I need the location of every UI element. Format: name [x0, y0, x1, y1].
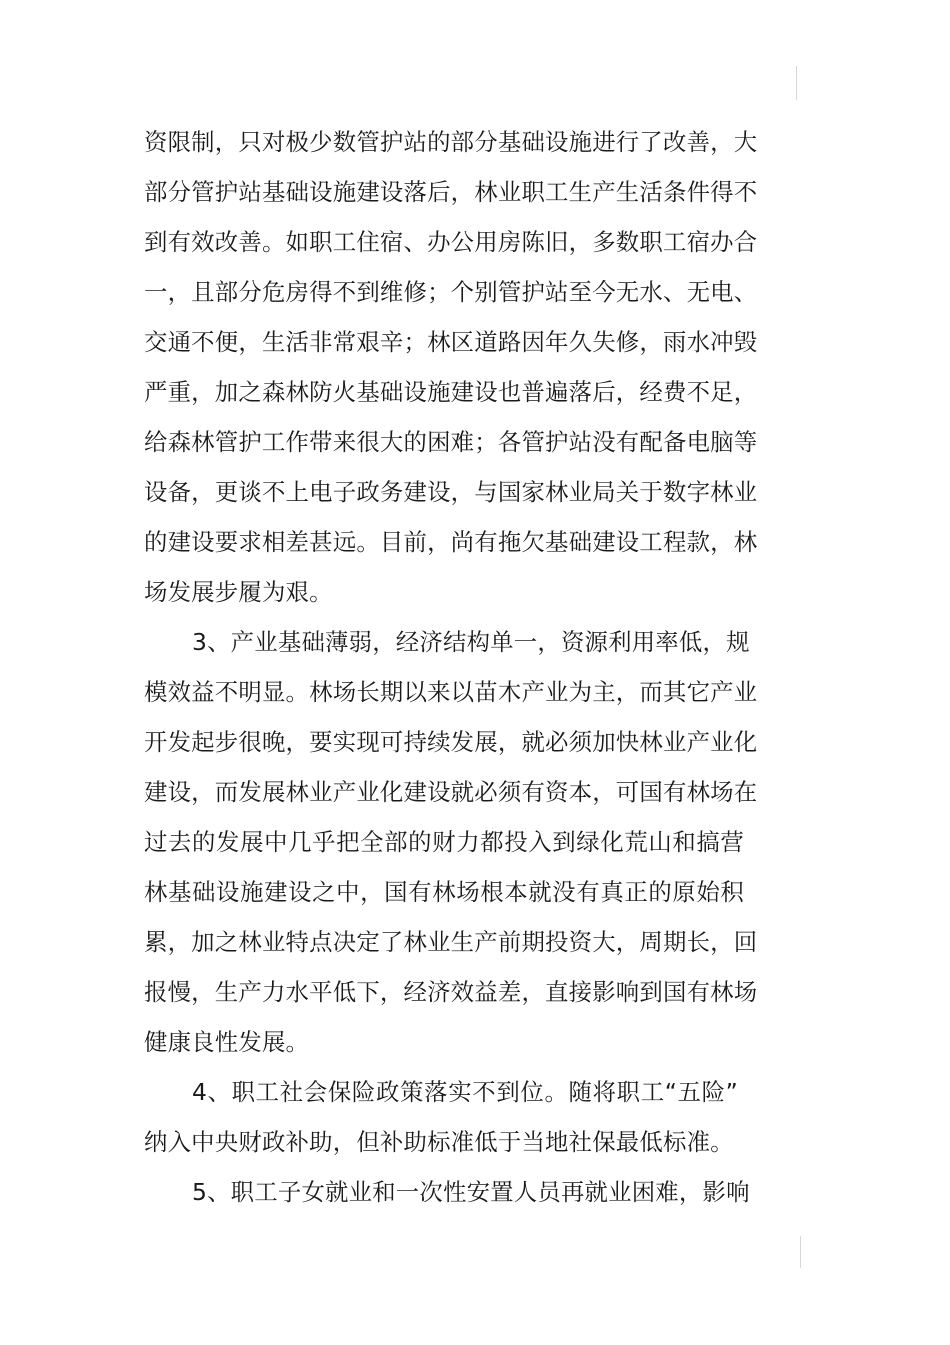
text-line: 给森林管护工作带来很大的困难；各管护站没有配备电脑等 — [144, 428, 758, 456]
paragraph-4-first-line: 4、职工社会保险政策落实不到位。随将职工“五险” — [192, 1078, 738, 1106]
text-line: 一，且部分危房得不到维修；个别管护站至今无水、无电、 — [144, 278, 758, 306]
text-line: 的建设要求相差甚远。目前，尚有拖欠基础建设工程款，林 — [144, 528, 758, 556]
text-line: 林基础设施建设之中，国有林场根本就没有真正的原始积 — [144, 878, 744, 906]
text-line: 交通不便，生活非常艰辛；林区道路因年久失修，雨水冲毁 — [144, 328, 758, 356]
text-line: 过去的发展中几乎把全部的财力都投入到绿化荒山和搞营 — [144, 828, 744, 856]
text-line: 部分管护站基础设施建设落后，林业职工生产生活条件得不 — [144, 178, 758, 206]
text-line: 资限制，只对极少数管护站的部分基础设施进行了改善，大 — [144, 128, 758, 156]
text-line: 纳入中央财政补助，但补助标准低于当地社保最低标准。 — [144, 1128, 734, 1156]
text-line: 场发展步履为艰。 — [144, 578, 333, 606]
text-line: 建设，而发展林业产业化建设就必须有资本，可国有林场在 — [144, 778, 758, 806]
text-line: 报慢，生产力水平低下，经济效益差，直接影响到国有林场 — [144, 978, 758, 1006]
text-line: 严重，加之森林防火基础设施建设也普遍落后，经费不足， — [144, 378, 758, 406]
text-line: 设备，更谈不上电子政务建设，与国家林业局关于数字林业 — [144, 478, 758, 506]
text-line: 到有效改善。如职工住宿、办公用房陈旧，多数职工宿办合 — [144, 228, 758, 256]
text-line: 健康良性发展。 — [144, 1028, 310, 1056]
page-corner-mark-bottom — [800, 1236, 801, 1268]
text-line: 累，加之林业特点决定了林业生产前期投资大，周期长，回 — [144, 928, 758, 956]
text-line: 模效益不明显。林场长期以来以苗木产业为主，而其它产业 — [144, 678, 758, 706]
page-corner-mark-top — [796, 66, 797, 100]
paragraph-5-first-line: 5、职工子女就业和一次性安置人员再就业困难，影响 — [192, 1178, 750, 1206]
text-line: 开发起步很晚，要实现可持续发展，就必须加快林业产业化 — [144, 728, 758, 756]
paragraph-3-first-line: 3、产业基础薄弱，经济结构单一，资源利用率低，规 — [192, 628, 750, 656]
